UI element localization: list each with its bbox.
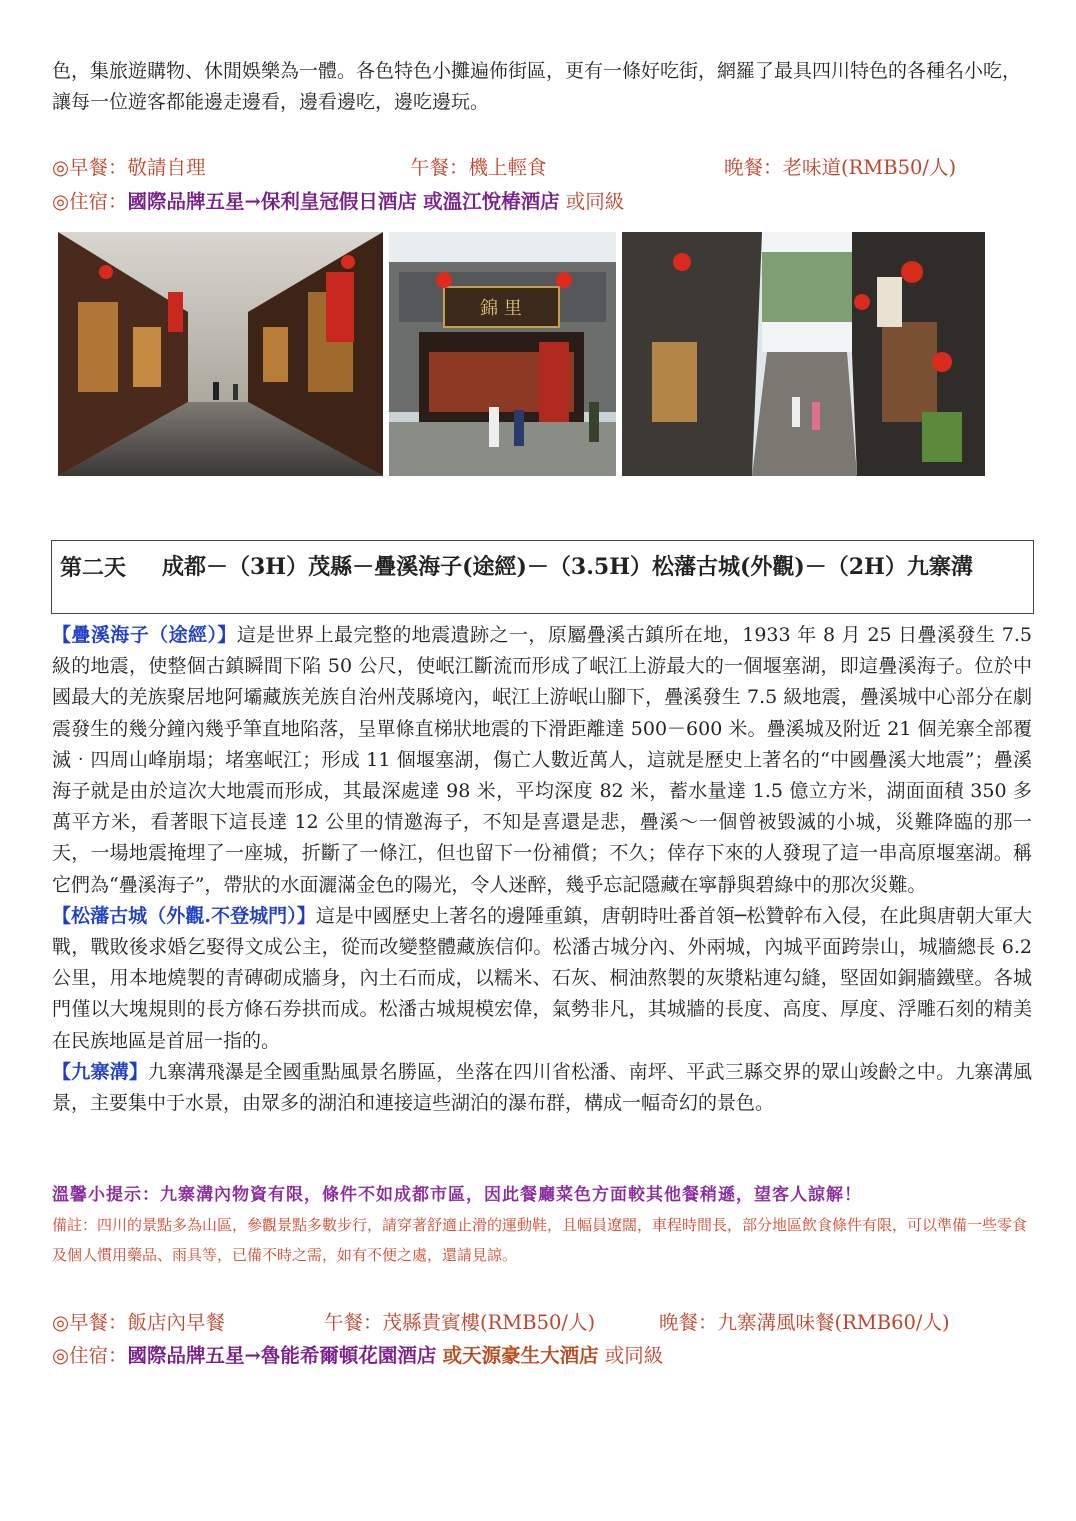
day2-dinner: 晚餐：九寨溝風味餐(RMB60/人) (659, 1311, 950, 1334)
day1-breakfast: ◎早餐：敬請自理 (52, 156, 206, 179)
day2-stay-hotel2: 或天源豪生大酒店 (442, 1344, 599, 1367)
day2-label: 第二天 (60, 555, 127, 581)
day2-stay-hotel1: 國際品牌五星→魯能希爾頓花園酒店 (127, 1344, 437, 1367)
day1-accommodation (52, 186, 624, 214)
section-songpan-heading: 【松藩古城（外觀.不登城門）】 (52, 904, 316, 927)
section-jiuzhaigou-heading: 【九寨溝】 (52, 1060, 149, 1083)
warm-tip: 溫馨小提示：九寨溝內物資有限，條件不如成都市區，因此餐廳菜色方面較其他餐稍遜，望客人諒解！ (52, 1185, 862, 1205)
day1-stay-hotel1: 國際品牌五星→保利皇冠假日酒店 (127, 190, 417, 213)
day2-lunch: 午餐：茂縣貴賓樓(RMB50/人) (324, 1311, 596, 1334)
day2-route-title: 成都－（3H）茂縣－疊溪海子(途經)－（3.5H）松藩古城(外觀)－（2H）九寨溝 (162, 554, 973, 580)
section-songpan (52, 901, 1032, 1057)
section-songpan-text: 這是中國歷史上著名的邊陲重鎮，唐朝時吐番首領─松贊幹布入侵，在此與唐朝大軍大戰，戰敗後求婚乞娶得文成公主，從而改變整體藏族信仰。松潘古城分內、外兩城，內城平面跨崇山，城牆總長 6.2 公里，用本地燒製的青磚砌成牆身，內土石而成，以糯米、石灰、桐油熬製的灰漿粘連勾縫，堅固如銅牆鐵壁。各城門僅以大塊規則的長方條石券拱而成。松潘古城規模宏偉，氣勢非凡，其城牆的長度、高度、厚度、浮雕石刻的精美在民族地區是首屈一指的。 (52, 904, 1032, 1052)
day1-stay-label: ◎住宿： (52, 190, 128, 213)
day1-stay-suffix: 或同級 (565, 190, 625, 213)
section-diexi (52, 620, 1032, 901)
day2-breakfast: ◎早餐：飯店內早餐 (52, 1311, 226, 1334)
section-diexi-text: 這是世界上最完整的地震遺跡之一，原屬疊溪古鎮所在地，1933 年 8 月 25 日疊溪發生 7.5 級的地震，使整個古鎮瞬間下陷 50 公尺，使岷江斷流而形成了岷江上游最大的一個堰塞湖，即這疊溪海子。位於中國最大的羌族聚居地阿壩藏族羌族自治州茂縣境內，岷江上游岷山腳下，疊溪發生 7.5 級地震，疊溪城中心部分在劇震發生的幾分鐘內幾乎筆直地陷落，呈單條直梯狀地震的下滑距離達 500－600 米。疊溪城及附近 21 個羌寨全部覆滅‧四周山峰崩塌；堵塞岷江；形成 11 個堰塞湖，傷亡人數近萬人，這就是歷史上著名的“中國疊溪大地震”；疊溪海子就是由於這次大地震而形成，其最深處達 98 米，平均深度 82 米，蓄水量達 1.5 億立方米，湖面面積 350 多萬平方米，看著眼下這長達 12 公里的情邀海子，不知是喜還是悲，疊溪～一個曾被毀滅的小城，災難降臨的那一天，一場地震掩埋了一座城，折斷了一條江，但也留下一份補償；不久；倖存下來的人發現了這一串高原堰塞湖。稱它們為“疊溪海子”，帶狀的水面灑滿金色的陽光，令人迷醉，幾乎忘記隱藏在寧靜與碧綠中的那次災難。 (52, 624, 1032, 896)
day1-stay-hotel2: 或溫江悅椿酒店 (423, 190, 560, 213)
photo-street (58, 232, 383, 476)
remark-note: 備註：四川的景點多為山區，參觀景點多數步行，請穿著舒適止滑的運動鞋，且幅員遼闊，車程時間長，部分地區飲食條件有限，可以準備一些零食及個人慣用藥品、雨具等，已備不時之需，如有不便之處，還請見諒。 (52, 1216, 1028, 1264)
section-jiuzhaigou (52, 1057, 1032, 1119)
day2-stay-label: ◎住宿： (52, 1344, 128, 1367)
photo-alley (622, 232, 985, 476)
day1-dinner: 晚餐：老味道(RMB50/人) (724, 156, 957, 179)
photo-jinli-gate (389, 232, 616, 476)
day2-accommodation (52, 1340, 663, 1368)
jinli-sign: 錦 里 (480, 298, 522, 319)
day2-header (51, 540, 1034, 614)
section-jiuzhaigou-text: 九寨溝飛瀑是全國重點風景名勝區，坐落在四川省松潘、南坪、平武三縣交界的眾山竣齡之中。九寨溝風景，主要集中于水景，由眾多的湖泊和連接這些湖泊的瀑布群，構成一幅奇幻的景色。 (52, 1060, 1032, 1115)
section-diexi-heading: 【疊溪海子（途經）】 (52, 624, 237, 646)
intro-paragraph: 色，集旅遊購物、休閒娛樂為一體。各色特色小攤遍佈街區，更有一條好吃街，網羅了最具四川特色的各種名小吃，讓每一位遊客都能邊走邊看，邊看邊吃，邊吃邊玩。 (52, 60, 1022, 113)
day1-meals (52, 152, 1032, 182)
day2-meals (52, 1307, 1032, 1337)
day2-stay-suffix: 或同級 (604, 1344, 664, 1367)
day2-body (52, 620, 1032, 1119)
day1-lunch: 午餐：機上輕食 (410, 156, 547, 179)
